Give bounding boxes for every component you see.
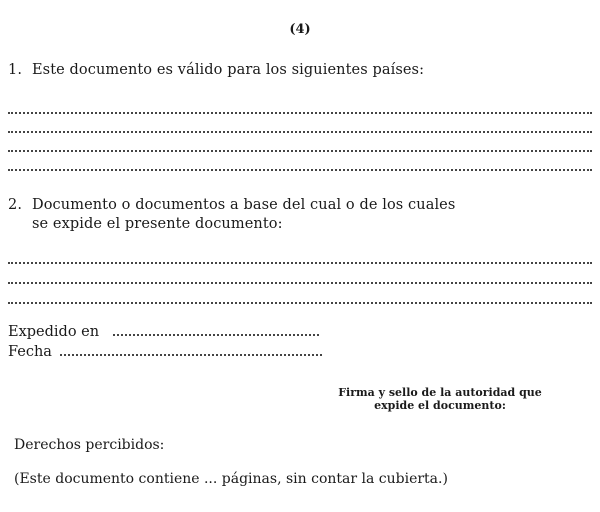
date-label: Fecha — [8, 344, 52, 360]
item-2-text-line-1 — [8, 197, 455, 213]
page-number: (4) — [289, 22, 311, 37]
item-2-fill-line-2 — [8, 282, 592, 284]
item-1-fill-line-3 — [8, 150, 592, 152]
item-2-text-line-2 — [32, 216, 283, 232]
footer-note: (Este documento contiene ... páginas, sin contar la cubierta.) — [14, 471, 448, 487]
item-2-label-line-1: Documento o documentos a base del cual o de los cuales — [32, 197, 456, 213]
item-1-number: 1. — [8, 62, 23, 78]
item-1-text — [8, 62, 424, 78]
issued-in-row — [8, 324, 319, 340]
item-1-fill-line-4 — [8, 169, 592, 171]
item-2-number: 2. — [8, 197, 23, 213]
item-2-fill-line-1 — [8, 262, 592, 264]
item-2-fill-line-3 — [8, 302, 592, 304]
issued-in-fill-line — [113, 334, 319, 336]
item-2-label-line-2: se expide el presente documento: — [32, 216, 283, 232]
item-1-fill-line-2 — [8, 131, 592, 133]
signature-caption — [290, 386, 590, 412]
signature-caption-line-2: expide el documento: — [374, 399, 506, 412]
item-1-fill-line-1 — [8, 112, 592, 114]
fees-label: Derechos percibidos: — [14, 437, 165, 453]
signature-caption-line-1: Firma y sello de la autoridad que — [338, 386, 542, 399]
date-fill-line — [60, 354, 322, 356]
item-1-label: Este documento es válido para los siguientes países: — [32, 62, 425, 78]
date-row — [8, 344, 322, 360]
issued-in-label: Expedido en — [8, 324, 100, 340]
